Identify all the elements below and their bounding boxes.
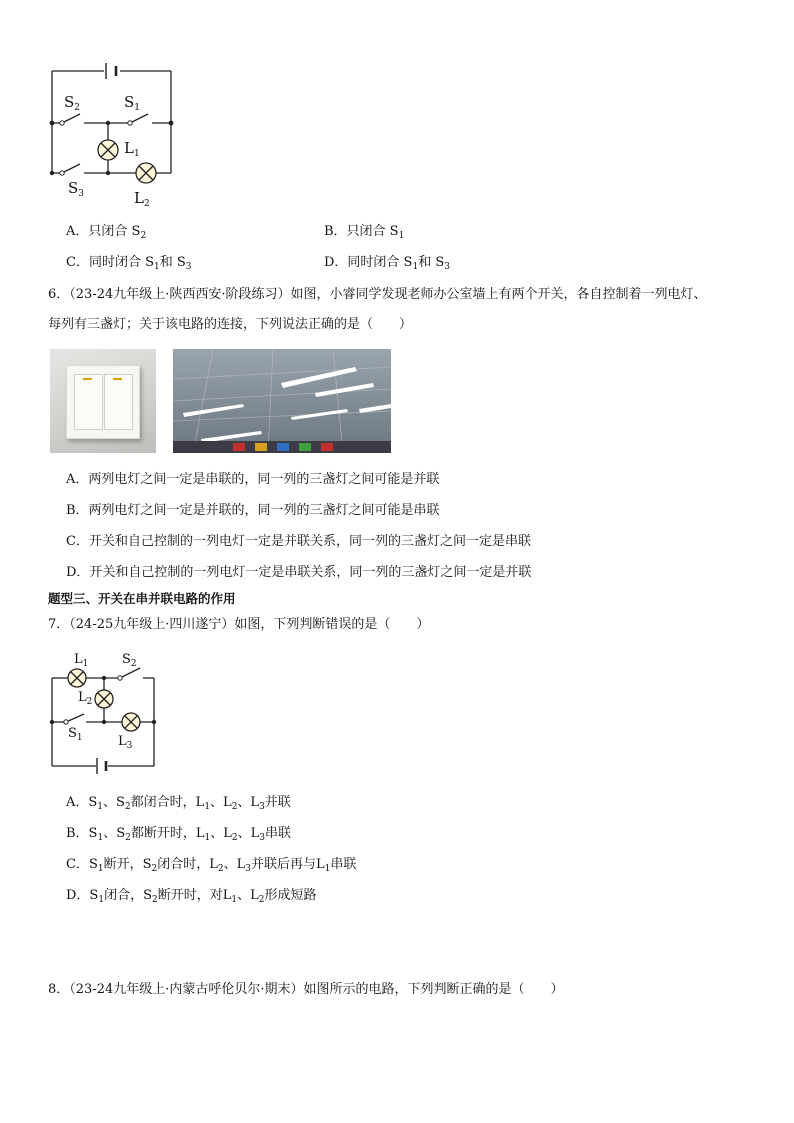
label-l1: $L_1$: [124, 139, 140, 159]
circuit-diagram-q5: [40, 52, 190, 212]
circuit-diagram-q7: [40, 648, 170, 778]
lamp-q7-l2-icon: [95, 690, 113, 708]
q8-stem: 8．（23-24九年级上·内蒙古呼伦贝尔·期末）如图所示的电路，下列判断正确的是（ ）: [48, 982, 564, 997]
q7-label-l1: $L_1$: [74, 652, 89, 669]
q6-option-d[interactable]: D．开关和自己控制的一列电灯一定是串联关系，同一列的三盏灯之间一定是并联: [66, 565, 532, 580]
q7-label-s2: $S_2$: [122, 652, 137, 669]
q6-option-b[interactable]: B．两列电灯之间一定是并联的，同一列的三盏灯之间可能是串联: [66, 503, 440, 518]
q7-label-l2: $L_2$: [78, 690, 93, 707]
q6-option-a[interactable]: A．两列电灯之间一定是串联的，同一列的三盏灯之间可能是并联: [66, 472, 440, 487]
q7-option-a[interactable]: A．$S_1$、$S_2$都闭合时，$L_1$、$L_2$、$L_3$并联: [66, 795, 291, 812]
q5-option-d[interactable]: D．同时闭合 $S_1$和 $S_3$: [324, 255, 450, 272]
q6-option-c[interactable]: C．开关和自己控制的一列电灯一定是并联关系，同一列的三盏灯之间一定是串联: [66, 534, 531, 549]
q6-stem-line1: 6．（23-24九年级上·陕西西安·阶段练习）如图，小睿同学发现老师办公室墙上有两个开关，各自控制着一列电灯、: [48, 287, 707, 302]
q7-label-l3: $L_3$: [118, 734, 133, 751]
battery-symbol: [106, 63, 116, 79]
q7-stem: 7．（24-25九年级上·四川遂宁）如图，下列判断错误的是（ ）: [48, 617, 430, 632]
lamp-l1-icon: [98, 140, 118, 160]
q5-option-a[interactable]: A．只闭合 $S_2$: [66, 224, 147, 241]
battery-symbol-q7: [97, 758, 106, 774]
label-l2: $L_2$: [134, 189, 150, 209]
q5-option-b[interactable]: B．只闭合 $S_1$: [324, 224, 405, 241]
q7-option-b[interactable]: B．$S_1$、$S_2$都断开时，$L_1$、$L_2$、$L_3$串联: [66, 826, 291, 843]
switch-photo: [50, 349, 156, 453]
lamp-l2-icon: [136, 163, 156, 183]
q7-option-c[interactable]: C．$S_1$断开，$S_2$闭合时，$L_2$、$L_3$并联后再与$L_1$串联: [66, 857, 357, 874]
ceiling-lights-photo: [173, 349, 391, 453]
label-s1: $S_1$: [124, 93, 141, 113]
label-s2: $S_2$: [64, 93, 81, 113]
q6-stem-line2: 每列有三盏灯；关于该电路的连接，下列说法正确的是（ ）: [48, 317, 413, 332]
q7-option-d[interactable]: D．$S_1$闭合，$S_2$断开时，对$L_1$、$L_2$形成短路: [66, 888, 317, 905]
lamp-q7-l1-icon: [68, 669, 86, 687]
q5-option-c[interactable]: C．同时闭合 $S_1$和 $S_3$: [66, 255, 192, 272]
section-heading: 题型三、开关在串并联电路的作用: [48, 591, 236, 606]
lamp-q7-l3-icon: [122, 713, 140, 731]
label-s3: $S_3$: [68, 179, 85, 199]
q7-label-s1: $S_1$: [68, 726, 83, 743]
